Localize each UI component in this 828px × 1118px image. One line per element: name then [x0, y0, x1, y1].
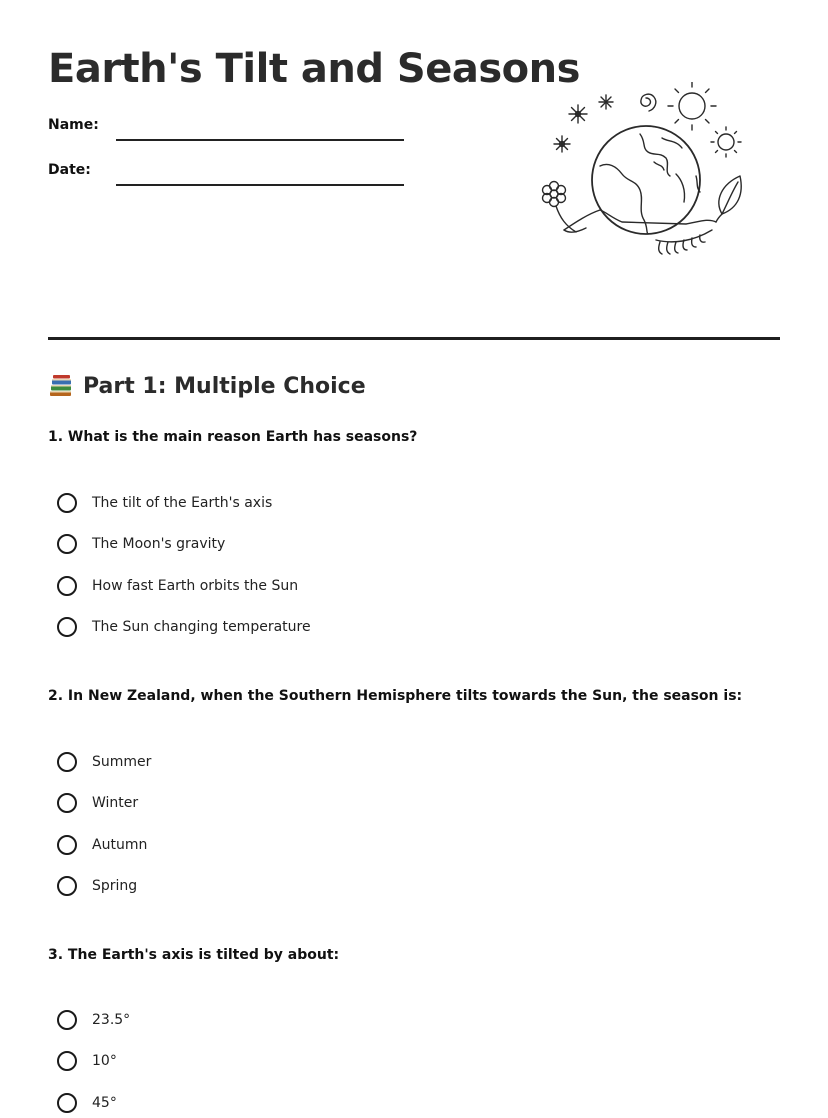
radio-circle[interactable]: [57, 493, 77, 513]
radio-circle[interactable]: [57, 534, 77, 554]
q3-option-3[interactable]: [57, 1090, 117, 1116]
q3-option-1[interactable]: [57, 1007, 130, 1033]
part1-heading: [48, 373, 366, 399]
option-label: 23.5°: [92, 1012, 131, 1028]
option-label: 10°: [92, 1053, 117, 1069]
radio-circle[interactable]: [57, 576, 77, 596]
option-label: Autumn: [92, 837, 148, 853]
name-label: Name:: [48, 117, 99, 133]
books-icon: [48, 373, 74, 399]
date-label: Date:: [48, 162, 91, 178]
q1-option-1[interactable]: [57, 490, 272, 516]
q2-option-2[interactable]: [57, 790, 138, 816]
radio-circle[interactable]: [57, 1051, 77, 1071]
option-label: How fast Earth orbits the Sun: [92, 578, 299, 594]
date-field: [48, 162, 408, 186]
question-3: 3. The Earth's axis is tilted by about:: [48, 947, 340, 963]
option-label: The Moon's gravity: [92, 536, 226, 552]
option-label: Winter: [92, 795, 139, 811]
q2-option-3[interactable]: [57, 832, 147, 858]
radio-circle[interactable]: [57, 752, 77, 772]
option-label: 45°: [92, 1095, 117, 1111]
earth-seasons-illustration: [536, 82, 756, 272]
radio-circle[interactable]: [57, 617, 77, 637]
radio-circle[interactable]: [57, 1010, 77, 1030]
q2-option-1[interactable]: [57, 749, 151, 775]
q3-option-2[interactable]: [57, 1048, 117, 1074]
radio-circle[interactable]: [57, 835, 77, 855]
section-divider: [48, 337, 780, 340]
date-line[interactable]: [116, 184, 404, 186]
radio-circle[interactable]: [57, 876, 77, 896]
q1-option-3[interactable]: [57, 573, 298, 599]
option-label: The Sun changing temperature: [92, 619, 311, 635]
option-label: The tilt of the Earth's axis: [92, 495, 273, 511]
name-line[interactable]: [116, 139, 404, 141]
question-2: 2. In New Zealand, when the Southern Hemisphere tilts towards the Sun, the season is:: [48, 688, 743, 704]
question-1: 1. What is the main reason Earth has seasons?: [48, 429, 418, 445]
option-label: Summer: [92, 754, 152, 770]
radio-circle[interactable]: [57, 1093, 77, 1113]
radio-circle[interactable]: [57, 793, 77, 813]
q1-option-2[interactable]: [57, 531, 225, 557]
q2-option-4[interactable]: [57, 873, 137, 899]
part1-heading-text: Part 1: Multiple Choice: [83, 373, 366, 399]
option-label: Spring: [92, 878, 138, 894]
name-field: [48, 117, 408, 141]
q1-option-4[interactable]: [57, 614, 311, 640]
worksheet-title: Earth's Tilt and Seasons: [48, 46, 580, 92]
